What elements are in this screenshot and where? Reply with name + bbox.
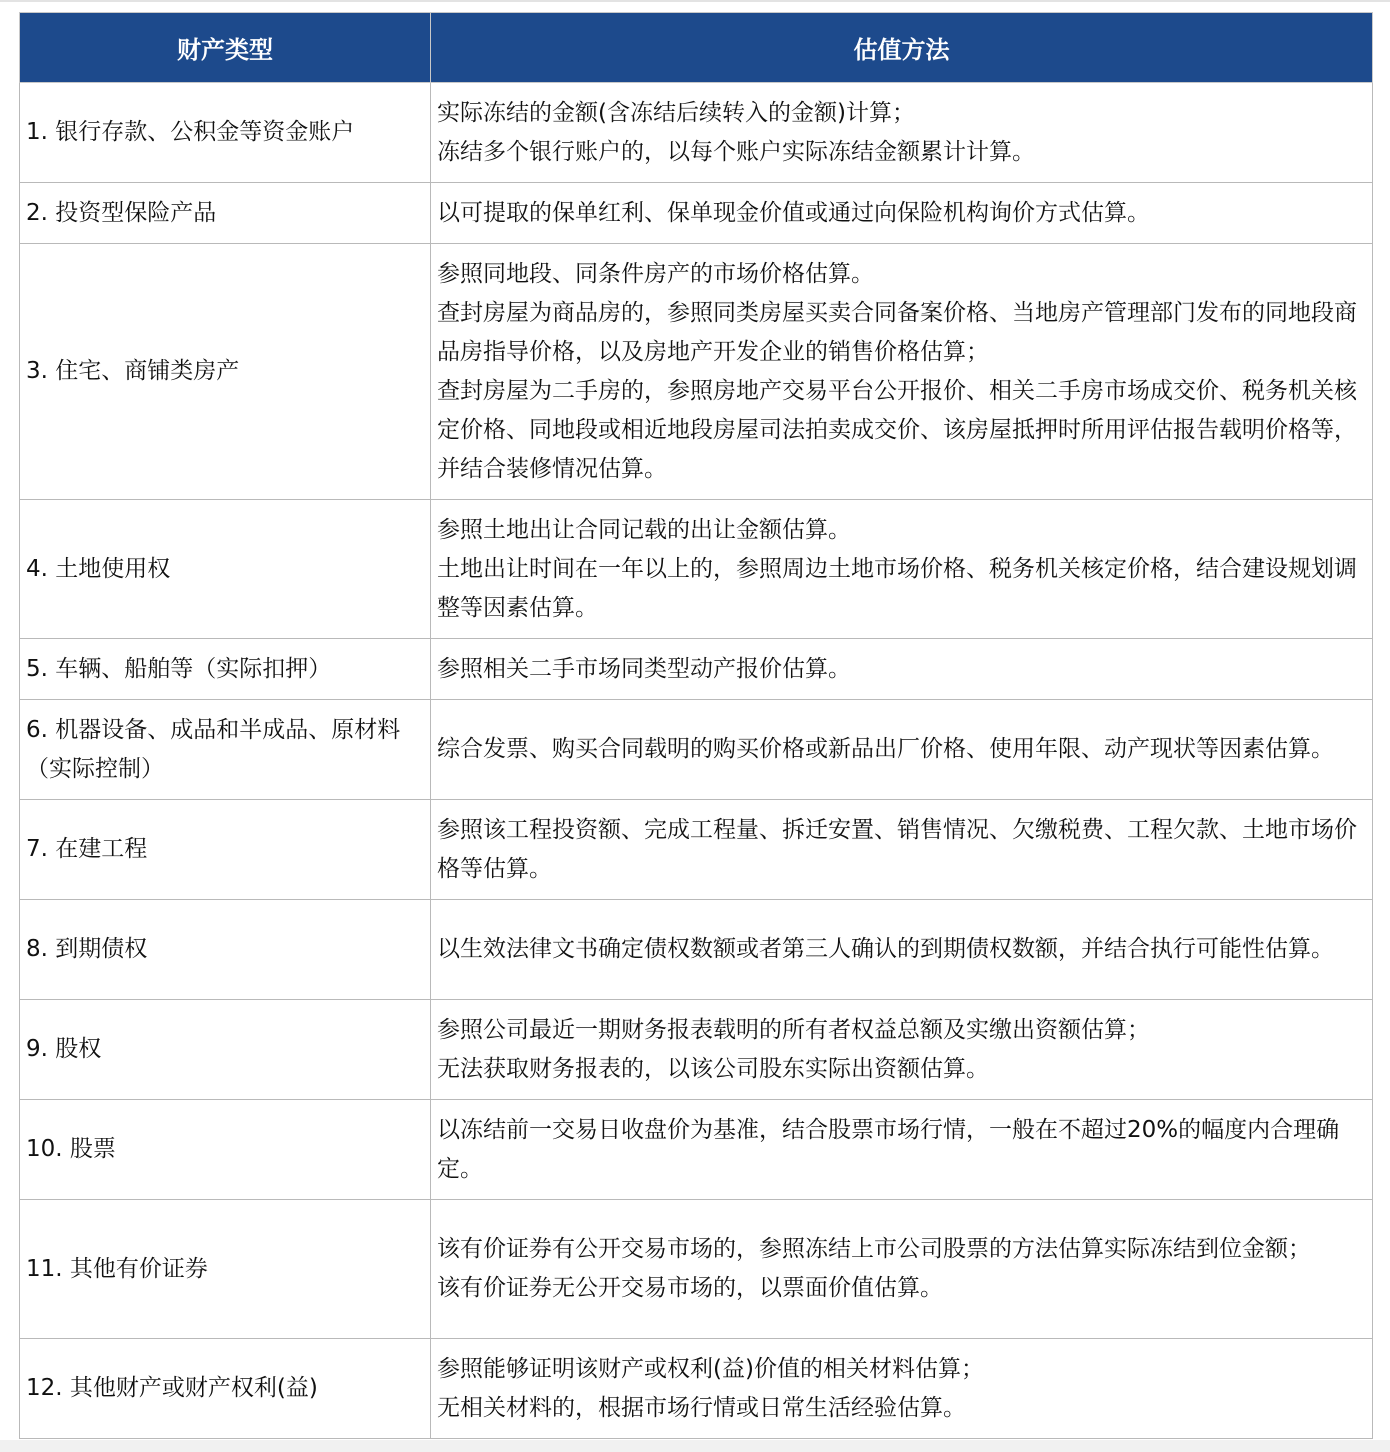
- method-line: 参照该工程投资额、完成工程量、拆迁安置、销售情况、欠缴税费、工程欠款、土地市场价格等估算。: [437, 816, 1357, 882]
- table-row: [20, 800, 1373, 900]
- method-line: 查封房屋为商品房的，参照同类房屋买卖合同备案价格、当地房产管理部门发布的同地段商品房指导价格，以及房地产开发企业的销售价格估算；: [437, 299, 1357, 365]
- property-type-cell: 1. 银行存款、公积金等资金账户: [20, 83, 431, 183]
- method-line: 无法获取财务报表的，以该公司股东实际出资额估算。: [437, 1055, 989, 1082]
- property-type-cell: 7. 在建工程: [20, 800, 431, 900]
- valuation-method-cell: [431, 700, 1373, 800]
- method-line: 参照相关二手市场同类型动产报价估算。: [437, 655, 851, 682]
- table-row: [20, 244, 1373, 500]
- method-line: 综合发票、购买合同载明的购买价格或新品出厂价格、使用年限、动产现状等因素估算。: [437, 736, 1334, 762]
- valuation-method-cell: [431, 83, 1373, 183]
- valuation-method-cell: [431, 900, 1373, 1000]
- property-type-cell: 6. 机器设备、成品和半成品、原材料（实际控制）: [20, 700, 431, 800]
- method-line: 实际冻结的金额(含冻结后续转入的金额)计算；: [437, 99, 915, 126]
- method-line: 以冻结前一交易日收盘价为基准，结合股票市场行情，一般在不超过20%的幅度内合理确定。: [437, 1116, 1340, 1182]
- method-line: 该有价证券无公开交易市场的，以票面价值估算。: [437, 1275, 943, 1301]
- table-row: [20, 1339, 1373, 1439]
- method-line: 参照能够证明该财产或权利(益)价值的相关材料估算；: [437, 1355, 984, 1382]
- bottom-border: [0, 1440, 1390, 1452]
- method-line: 无相关材料的，根据市场行情或日常生活经验估算。: [437, 1394, 966, 1421]
- table-row: [20, 83, 1373, 183]
- table-row: [20, 500, 1373, 639]
- valuation-method-cell: [431, 800, 1373, 900]
- table-row: [20, 700, 1373, 800]
- table-row: [20, 1000, 1373, 1100]
- valuation-table: [19, 12, 1373, 1439]
- table-row: [20, 900, 1373, 1000]
- table-row: [20, 183, 1373, 244]
- method-line: 以生效法律文书确定债权数额或者第三人确认的到期债权数额，并结合执行可能性估算。: [437, 936, 1334, 962]
- method-line: 参照公司最近一期财务报表载明的所有者权益总额及实缴出资额估算；: [437, 1016, 1150, 1043]
- property-type-cell: 5. 车辆、船舶等（实际扣押）: [20, 639, 431, 700]
- table-header: [20, 13, 1373, 83]
- header-valuation-method: 估值方法: [431, 13, 1373, 83]
- method-line: 该有价证券有公开交易市场的，参照冻结上市公司股票的方法估算实际冻结到位金额；: [437, 1236, 1311, 1262]
- method-line: 以可提取的保单红利、保单现金价值或通过向保险机构询价方式估算。: [437, 199, 1150, 226]
- valuation-method-cell: [431, 1200, 1373, 1339]
- top-divider: [0, 0, 1390, 2]
- property-type-cell: 8. 到期债权: [20, 900, 431, 1000]
- header-property-type: 财产类型: [20, 13, 431, 83]
- property-type-cell: 11. 其他有价证券: [20, 1200, 431, 1339]
- property-type-cell: 3. 住宅、商铺类房产: [20, 244, 431, 500]
- property-type-cell: 4. 土地使用权: [20, 500, 431, 639]
- property-type-cell: 12. 其他财产或财产权利(益): [20, 1339, 431, 1439]
- valuation-method-cell: [431, 1339, 1373, 1439]
- method-line: 土地出让时间在一年以上的，参照周边土地市场价格、税务机关核定价格，结合建设规划调整等因素估算。: [437, 555, 1357, 621]
- valuation-method-cell: [431, 1000, 1373, 1100]
- table-row: [20, 639, 1373, 700]
- valuation-method-cell: [431, 500, 1373, 639]
- table-row: [20, 1100, 1373, 1200]
- method-line: 查封房屋为二手房的，参照房地产交易平台公开报价、相关二手房市场成交价、税务机关核定价格、同地段或相近地段房屋司法拍卖成交价、该房屋抵押时所用评估报告载明价格等，并结合装修情况估算。: [437, 377, 1357, 482]
- property-type-cell: 2. 投资型保险产品: [20, 183, 431, 244]
- method-line: 冻结多个银行账户的，以每个账户实际冻结金额累计计算。: [437, 138, 1035, 165]
- property-type-cell: 9. 股权: [20, 1000, 431, 1100]
- method-line: 参照土地出让合同记载的出让金额估算。: [437, 516, 851, 543]
- table-body: [20, 83, 1373, 1439]
- method-line: 参照同地段、同条件房产的市场价格估算。: [437, 260, 874, 287]
- valuation-method-cell: [431, 183, 1373, 244]
- valuation-method-cell: [431, 244, 1373, 500]
- valuation-method-cell: [431, 639, 1373, 700]
- table-row: [20, 1200, 1373, 1339]
- valuation-method-cell: [431, 1100, 1373, 1200]
- property-type-cell: 10. 股票: [20, 1100, 431, 1200]
- header-row: [20, 13, 1373, 83]
